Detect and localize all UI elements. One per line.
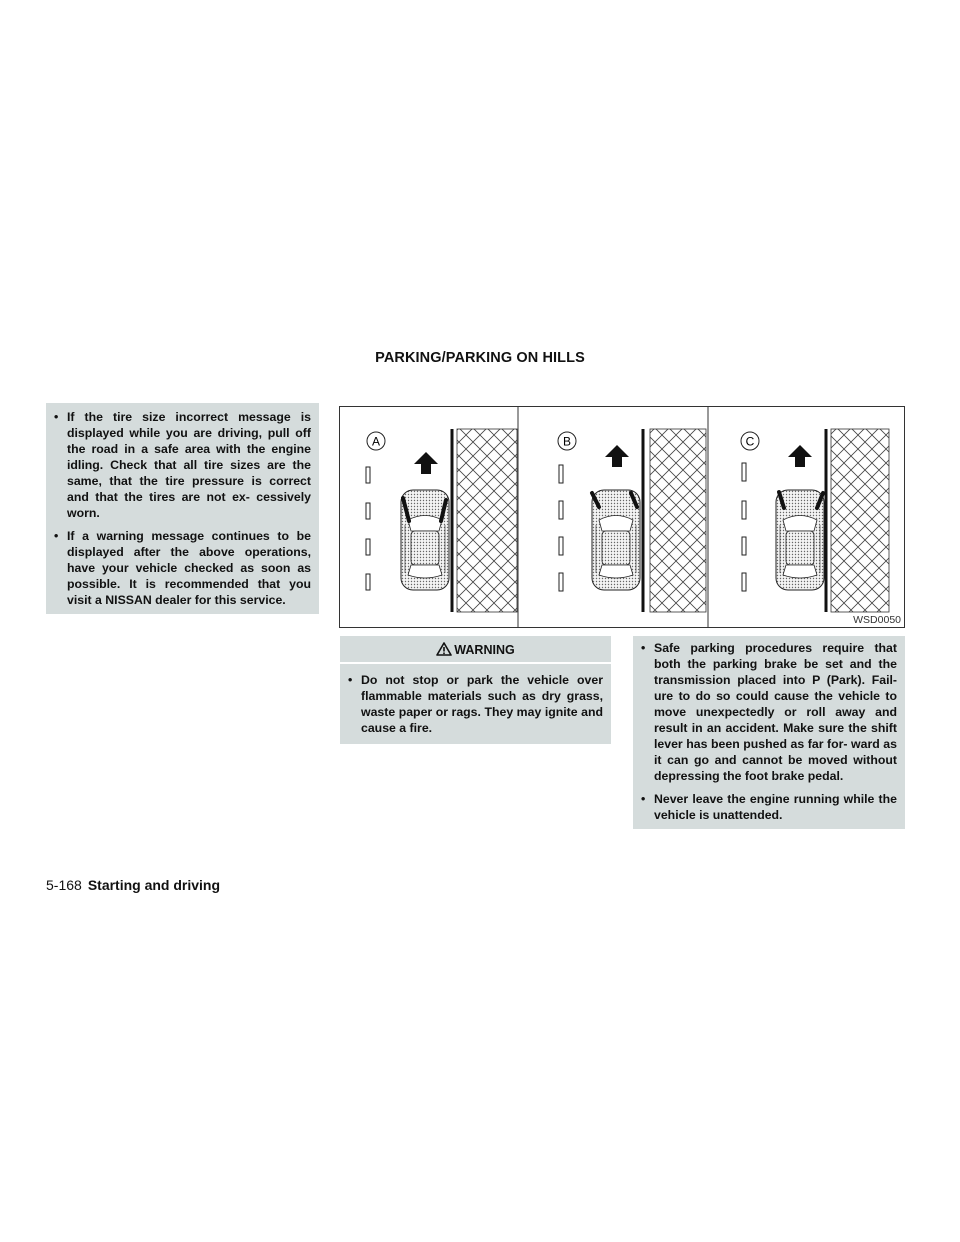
parking-procedure-notes — [633, 636, 905, 829]
panel-b — [558, 429, 706, 612]
car-icon — [401, 490, 449, 590]
warning-heading — [340, 636, 611, 664]
right-bullet-list — [639, 640, 897, 823]
warning-heading-text: WARNING — [454, 643, 515, 657]
panel-label-a: A — [371, 434, 381, 449]
list-item: • Do not stop or park the vehicle over flammable materials such as dry grass, waste paper or rags. They may ignite and cause a fire. — [346, 672, 603, 736]
figure-code: WSD0050 — [853, 614, 901, 626]
list-item: • Never leave the engine running while the vehicle is unattended. — [639, 791, 897, 823]
warning-bullet-list — [346, 672, 603, 736]
panel-label-c: C — [745, 434, 755, 449]
warning-box — [340, 636, 611, 744]
list-item: • If the tire size incorrect message is displayed while you are driving, pull off the road in a safe area with the engine idling. Check that all tire sizes are the same, that the tire pressure is correct and that the tires are not ex- cessively worn. — [52, 409, 311, 521]
panel-label-b: B — [562, 434, 572, 449]
left-bullet-list — [52, 409, 311, 608]
section-title: PARKING/PARKING ON HILLS — [375, 350, 585, 366]
page-footer — [46, 877, 220, 893]
panel-a — [366, 429, 517, 612]
panel-c — [741, 429, 889, 612]
warning-triangle-icon — [436, 642, 452, 656]
direction-arrow-icon — [788, 445, 812, 467]
parking-diagram — [340, 407, 904, 627]
page-number: 5-168 — [46, 877, 82, 893]
chapter-title: Starting and driving — [87, 877, 221, 893]
list-item: • If a warning message continues to be displayed after the above operations, have your vehicle checked as soon as possible. It is recommended that you visit a NISSAN dealer for this service. — [52, 528, 311, 608]
list-item: • Safe parking procedures require that both the parking brake be set and the transmission placed into P (Park). Fail- ure to do so could cause the vehicle to move unexpectedly or roll away and result in an accident. Make sure the shift lever has been pushed as far for- ward as it can go and cannot be moved without depressing the foot brake pedal. — [639, 640, 897, 784]
direction-arrow-icon — [605, 445, 629, 467]
direction-arrow-icon — [414, 452, 438, 474]
tire-message-notes — [46, 403, 319, 614]
parking-illustration — [339, 406, 905, 628]
